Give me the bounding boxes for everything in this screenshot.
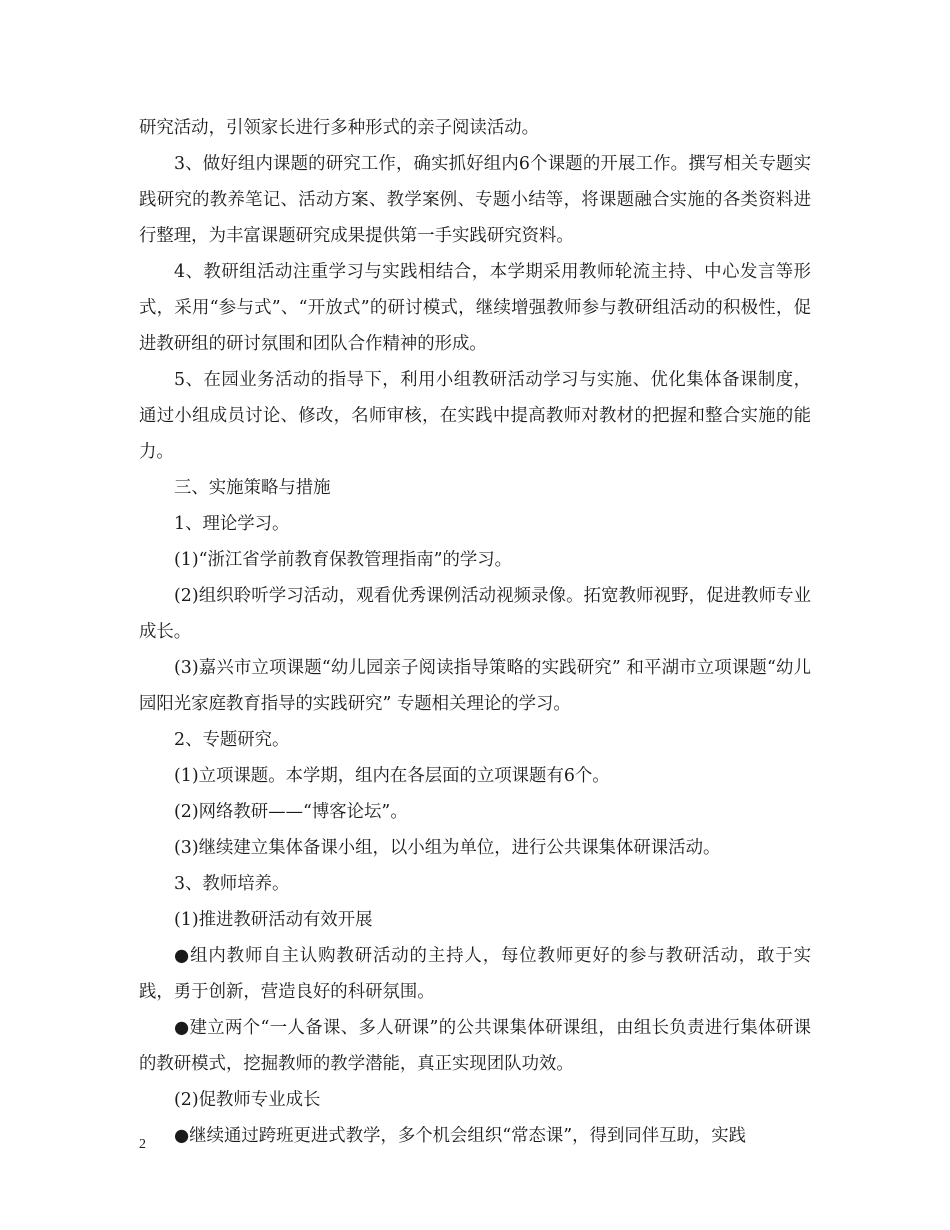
list-item: (1)推进教研活动有效开展 (174, 910, 373, 930)
section-heading: 三、实施策略与措施 (174, 478, 331, 498)
subheading-topic-research: 2、专题研究。 (174, 730, 290, 750)
paragraph-2: 3、做好组内课题的研究工作，确实抓好组内6个课题的开展工作。撰写相关专题实践研究的教养笔记、活动方案、教学案例、专题小结等，将课题融合实施的各类资料进行整理，为丰富课题研究成果提供第一手实践研究资料。 (139, 154, 811, 246)
page-number: 2 (139, 1137, 146, 1152)
paragraph-1: 研究活动，引领家长进行多种形式的亲子阅读活动。 (139, 118, 539, 138)
paragraph-4: 5、在园业务活动的指导下，利用小组教研活动学习与实施、优化集体备课制度，通过小组成员讨论、修改，名师审核，在实践中提高教师对教材的把握和整合实施的能力。 (139, 370, 811, 462)
bullet-item: ●继续通过跨班更进式教学，多个机会组织“常态课”，得到同伴互助，实践 (174, 1126, 747, 1146)
bullet-item: ●组内教师自主认购教研活动的主持人，每位教师更好的参与教研活动，敢于实践，勇于创新，营造良好的科研氛围。 (139, 946, 811, 1002)
document-body (139, 110, 811, 1154)
bullet-item: ●建立两个“一人备课、多人研课”的公共课集体研课组，由组长负责进行集体研课的教研模式，挖掘教师的教学潜能，真正实现团队功效。 (139, 1018, 811, 1074)
list-item: (2)促教师专业成长 (174, 1090, 321, 1110)
list-item: (3)嘉兴市立项课题“幼儿园亲子阅读指导策略的实践研究” 和平湖市立项课题“幼儿园阳光家庭教育指导的实践研究” 专题相关理论的学习。 (139, 658, 811, 714)
list-item: (2)组织聆听学习活动，观看优秀课例活动视频录像。拓宽教师视野，促进教师专业成长。 (139, 586, 811, 642)
list-item: (1)立项课题。本学期，组内在各层面的立项课题有6个。 (174, 766, 610, 786)
subheading-teacher-training: 3、教师培养。 (174, 874, 290, 894)
list-item: (1)“浙江省学前教育保教管理指南”的学习。 (174, 550, 513, 570)
paragraph-3: 4、教研组活动注重学习与实践相结合，本学期采用教师轮流主持、中心发言等形式，采用“参与式”、“开放式”的研讨模式，继续增强教师参与教研组活动的积极性，促进教研组的研讨氛围和团队合作精神的形成。 (139, 262, 811, 354)
subheading-theory-study: 1、理论学习。 (174, 514, 290, 534)
list-item: (3)继续建立集体备课小组，以小组为单位，进行公共课集体研课活动。 (174, 838, 721, 858)
list-item: (2)网络教研——“博客论坛”。 (174, 802, 408, 822)
